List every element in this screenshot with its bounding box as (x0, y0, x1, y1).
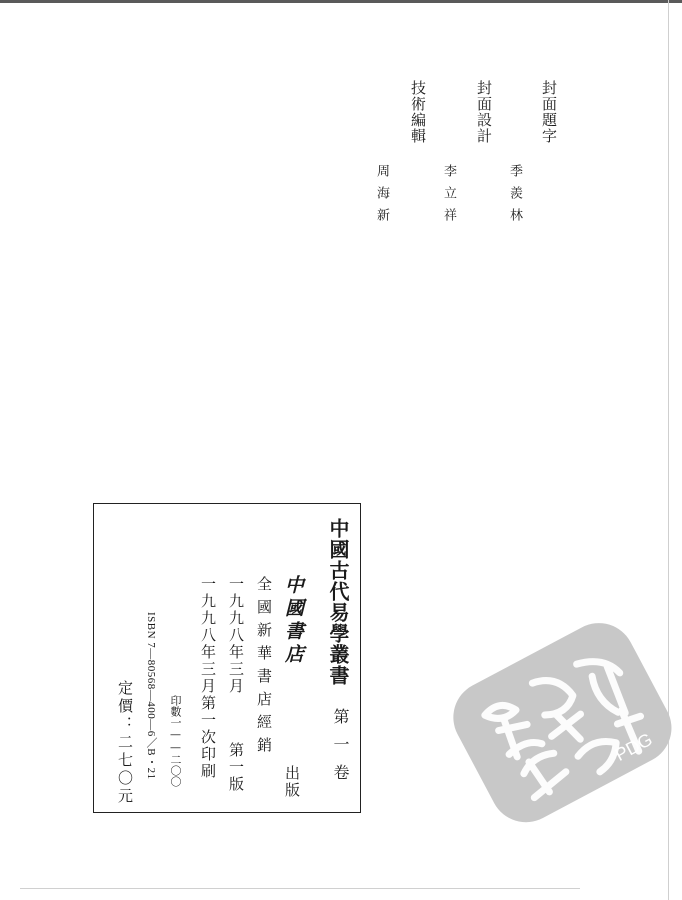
distributor: 全國新華書店經銷 (255, 576, 273, 760)
seal-stamp-icon (441, 600, 681, 840)
credit-name-tech-editor: 周海新 (374, 164, 389, 230)
credit-name-cover-design: 李立祥 (441, 164, 456, 230)
series-title: 中國古代易學叢書 (326, 518, 350, 686)
print-run: 印數一——二〇〇 (169, 695, 182, 787)
publisher-suffix: 出版 (283, 765, 301, 799)
price: 定價：二七〇元 (116, 680, 134, 806)
bottom-scan-border (20, 888, 580, 889)
credit-label-cover-design: 封面設計 (475, 80, 493, 144)
edition: 第一版 (227, 742, 245, 793)
printing: 一九九八年三月第一次印刷 (199, 576, 217, 780)
volume-number: 第一卷 (331, 708, 350, 792)
top-scan-border (0, 0, 682, 3)
edition-date: 一九九八年三月 (227, 576, 245, 695)
library-seal-watermark (441, 600, 681, 840)
isbn: ISBN 7—80568—400—6／B・21 (145, 612, 157, 780)
credit-label-calligraphy: 封面題字 (540, 80, 558, 144)
credit-name-calligraphy: 季羨林 (507, 164, 522, 230)
credit-label-tech-editor: 技術編輯 (409, 80, 427, 144)
publisher-logo: 中國書店 (282, 575, 304, 667)
seal-watermark-text: PDG (611, 729, 656, 766)
